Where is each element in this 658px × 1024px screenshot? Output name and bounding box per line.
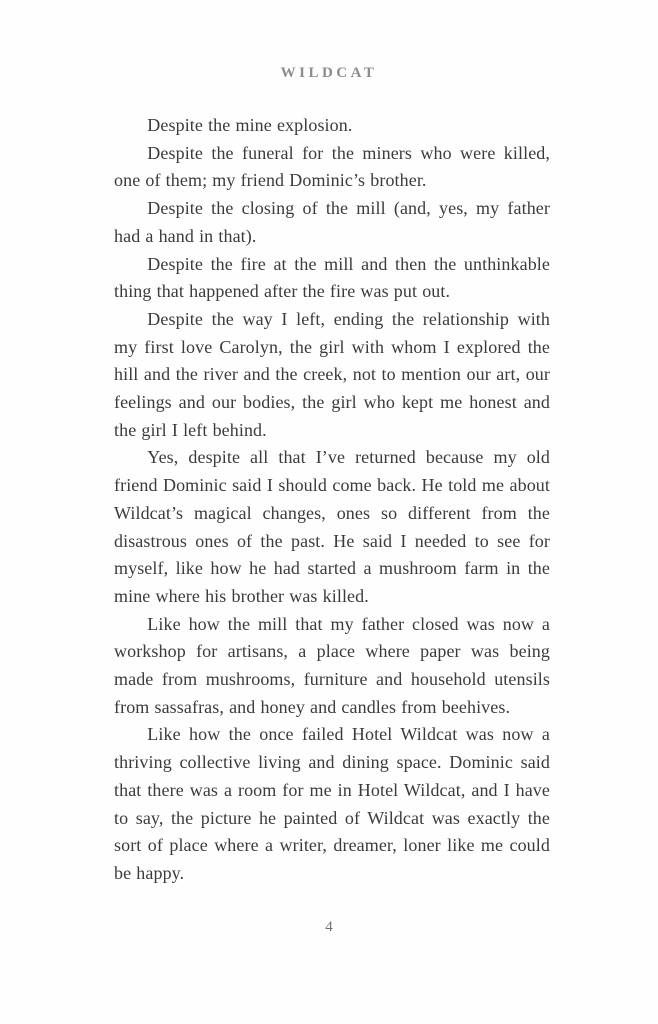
paragraph: Despite the way I left, ending the relationship with my first love Carolyn, the girl with whom I explored the hill and the river and the creek, not to mention our art, our feelings and our bodies, the girl who kept me honest and the girl I left behind. [114,308,550,440]
page-number: 4 [325,919,333,935]
paragraph: Despite the mine explosion. [147,115,353,135]
page-footer [0,918,658,936]
page-body [114,112,550,888]
paragraph: Like how the mill that my father closed was now a workshop for artisans, a place where paper was being made from mushrooms, furniture and household utensils from sassafras, and honey and candles from beehives. [114,613,550,717]
book-title: WILDCAT [280,65,378,81]
paragraph: Yes, despite all that I’ve returned because my old friend Dominic said I should come back. He told me about Wildcat’s magical changes, ones so different from the disastrous ones of the past. He said I needed to see for myself, like how he had started a mushroom farm in the mine where his brother was killed. [114,447,550,606]
paragraph: Despite the funeral for the miners who were killed, one of them; my friend Dominic’s brother. [114,142,550,191]
paragraph: Like how the once failed Hotel Wildcat was now a thriving collective living and dining space. Dominic said that there was a room for me in Hotel Wildcat, and I have to say, the picture he painted of Wildcat was exactly the sort of place where a writer, dreamer, loner like me could be happy. [114,724,550,883]
running-header [0,64,658,82]
paragraph: Despite the fire at the mill and then the unthinkable thing that happened after the fire was put out. [114,253,550,302]
paragraph: Despite the closing of the mill (and, yes, my father had a hand in that). [114,198,550,246]
